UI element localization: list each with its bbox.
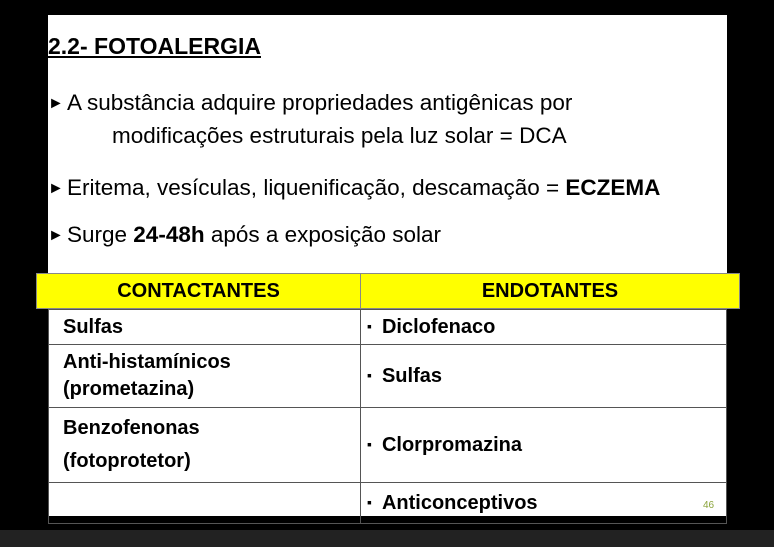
cell-line-1: Benzofenonas xyxy=(63,417,200,439)
bullet-3-text-after: após a exposição solar xyxy=(204,222,441,247)
cell-line-2: (fotoprotetor) xyxy=(63,450,191,472)
table-cell-right xyxy=(361,345,727,408)
table-cell-left xyxy=(49,345,361,408)
bottom-bar xyxy=(0,530,774,547)
square-bullet-icon: ▪ xyxy=(367,317,372,334)
table-row xyxy=(49,483,727,524)
table-row xyxy=(49,408,727,483)
bullet-1 xyxy=(48,89,572,149)
header-contactantes: CONTACTANTES xyxy=(37,274,361,308)
cell-text: Diclofenaco xyxy=(381,315,496,338)
bullet-3 xyxy=(48,222,441,248)
table-cell-right xyxy=(361,483,727,524)
table-row xyxy=(49,310,727,345)
table-cell-left: Sulfas xyxy=(49,310,361,345)
arrow-bullet-icon: ► xyxy=(48,227,64,244)
table-cell-left xyxy=(49,408,361,483)
table-cell-right xyxy=(361,310,727,345)
square-bullet-icon: ▪ xyxy=(367,435,372,452)
cell-line-1: Anti-histamínicos xyxy=(63,351,231,373)
cell-line-2: (prometazina) xyxy=(63,378,195,400)
bullet-2 xyxy=(48,175,660,201)
drug-table xyxy=(48,309,727,524)
table-cell-left xyxy=(49,483,361,524)
bullet-3-bold: 24-48h xyxy=(133,222,205,247)
bullet-2-bold: ECZEMA xyxy=(565,175,661,200)
slide-title: 2.2- FOTOALERGIA xyxy=(48,33,261,59)
header-endotantes: ENDOTANTES xyxy=(481,279,619,302)
bullet-2-text: Eritema, vesículas, liquenificação, descamação = xyxy=(67,175,566,200)
bullet-3-text-before: Surge xyxy=(67,222,134,247)
bullet-1-line-1: A substância adquire propriedades antigênicas por xyxy=(67,90,573,115)
cell-text: Clorpromazina xyxy=(381,433,522,456)
table-header xyxy=(36,273,740,309)
arrow-bullet-icon: ► xyxy=(48,180,64,197)
arrow-bullet-icon: ► xyxy=(48,95,64,112)
cell-text: Anticonceptivos xyxy=(381,491,538,514)
bullet-1-line-2: modificações estruturais pela luz solar = DCA xyxy=(112,123,567,148)
square-bullet-icon: ▪ xyxy=(367,493,372,510)
square-bullet-icon: ▪ xyxy=(367,366,372,383)
table-cell-right xyxy=(361,408,727,483)
table-row xyxy=(49,345,727,408)
cell-text: Sulfas xyxy=(381,364,442,387)
page-number: 46 xyxy=(703,500,715,511)
